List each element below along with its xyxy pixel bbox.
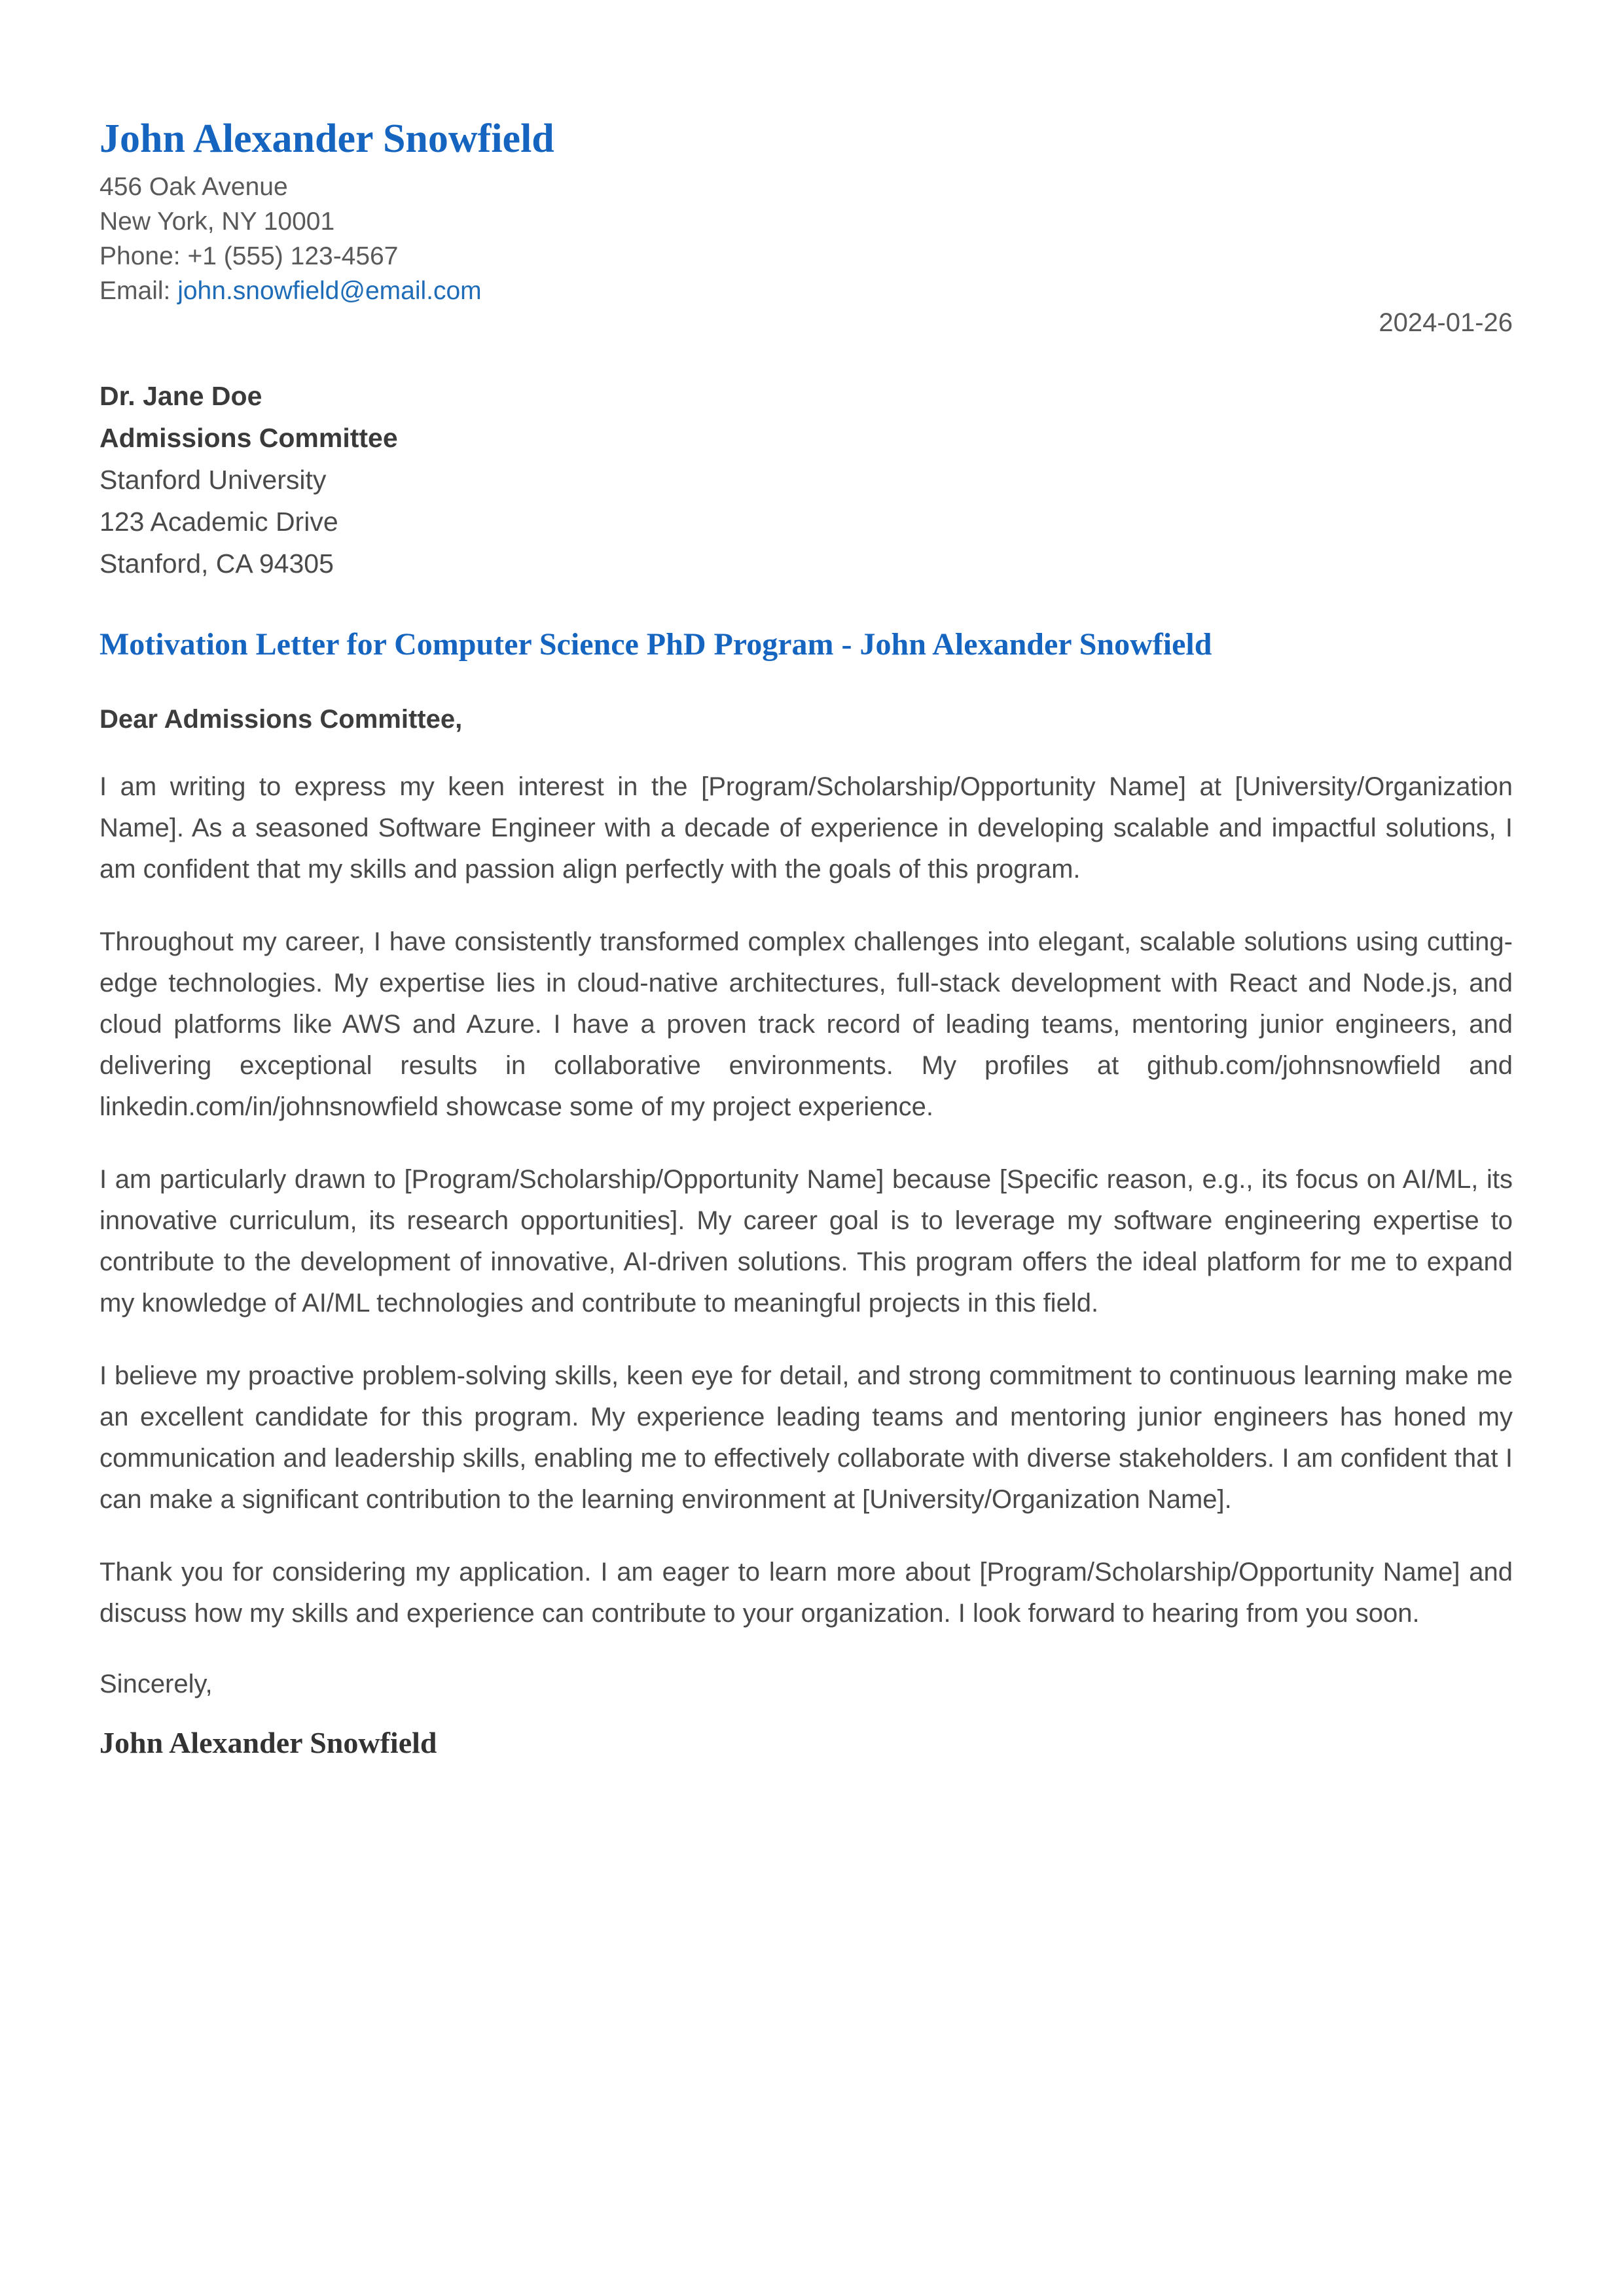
paragraph-qualities: I believe my proactive problem-solving skills, keen eye for detail, and strong commitment to continuous learning make me an excellent candidate for this program. My experience leading teams and mentoring junior engineers has honed my communication and leadership skills, enabling me to effectively collaborate with diverse stakeholders. I am confident that I can make a significant contribution to the learning environment at [University/Organization Name]. <box>99 1361 1513 1514</box>
recipient-city: Stanford, CA 94305 <box>99 548 334 579</box>
recipient-name: Dr. Jane Doe <box>99 381 262 411</box>
closing: Sincerely, <box>99 1670 213 1698</box>
salutation: Dear Admissions Committee, <box>99 705 463 734</box>
letter-date: 2024-01-26 <box>1379 308 1513 337</box>
paragraph-thanks: Thank you for considering my application. I am eager to learn more about [Program/Scholarship/Opportunity Name] and discuss how my skills and experience can contribute to your organization. I look forward to hearing from you soon. <box>99 1558 1513 1628</box>
sender-address-line-2: New York, NY 10001 <box>99 207 335 236</box>
recipient-block <box>99 375 1513 584</box>
sender-address-line-1: 456 Oak Avenue <box>99 173 288 201</box>
paragraph-introduction: I am writing to express my keen interest in the [Program/Scholarship/Opportunity Name] at [University/Organization Name]. As a seasoned Software Engineer with a decade of experience in developing scalable and impactful solutions, I am confident that my skills and passion align perfectly with the goals of this program. <box>99 772 1513 884</box>
signature-name: John Alexander Snowfield <box>99 1726 437 1759</box>
sender-contact-block <box>99 170 1513 308</box>
recipient-street: 123 Academic Drive <box>99 507 338 537</box>
email-link[interactable]: john.snowfield@email.com <box>177 277 482 305</box>
sender-name: John Alexander Snowfield <box>99 117 554 161</box>
paragraph-career: Throughout my career, I have consistently transformed complex challenges into elegant, scalable solutions using cutting-edge technologies. My expertise lies in cloud-native architectures, full-stack development with React and Node.js, and cloud platforms like AWS and Azure. I have a proven track record of leading teams, mentoring junior engineers, and delivering exceptional results in collaborative environments. My profiles at github.com/johnsnowfield and linkedin.com/in/johnsnowfield showcase some of my project experience. <box>99 927 1513 1121</box>
sender-phone-line: Phone: +1 (555) 123-4567 <box>99 242 399 270</box>
email-label: Email: <box>99 277 178 305</box>
letter-title: Motivation Letter for Computer Science PhD Program - John Alexander Snowfield <box>99 627 1212 662</box>
paragraph-motivation: I am particularly drawn to [Program/Scholarship/Opportunity Name] because [Specific reason, e.g., its focus on AI/ML, its innovative curriculum, its research opportunities]. My career goal is to leverage my software engineering expertise to contribute to the development of innovative, AI-driven solutions. This program offers the ideal platform for me to expand my knowledge of AI/ML technologies and contribute to meaningful projects in this field. <box>99 1165 1513 1318</box>
sender-email-line <box>99 274 1513 308</box>
recipient-department: Admissions Committee <box>99 423 398 453</box>
recipient-organization: Stanford University <box>99 465 327 495</box>
